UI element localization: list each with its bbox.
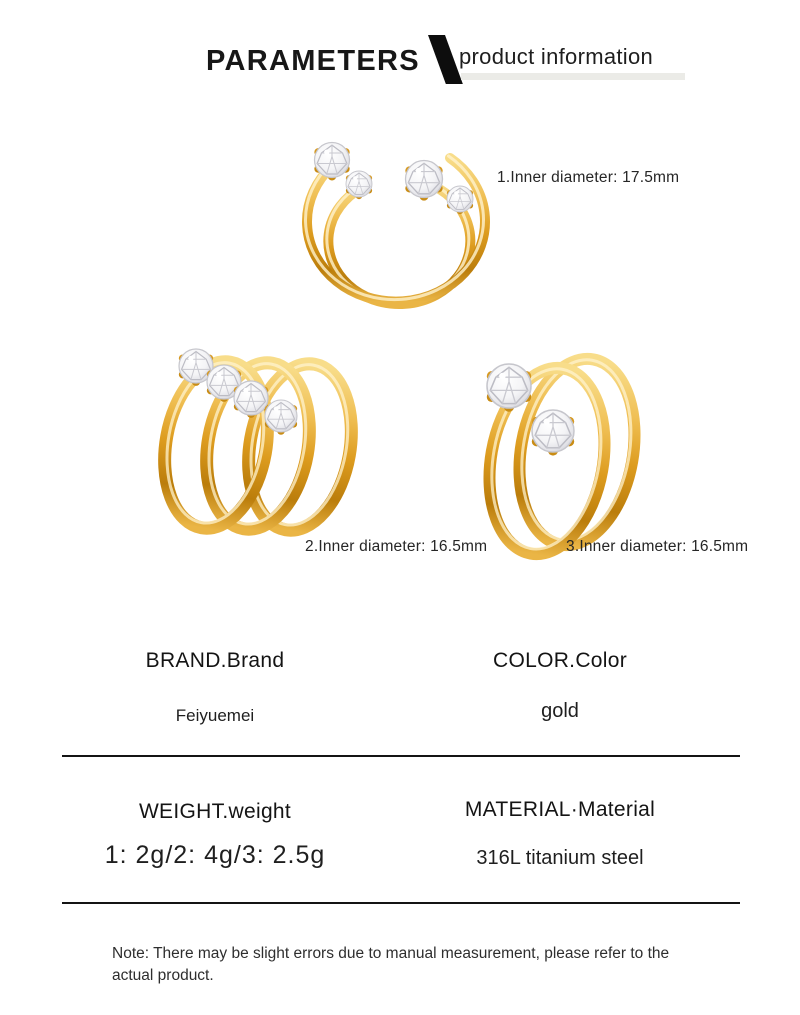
ring-1-diameter-label: 1.Inner diameter: 17.5mm [497, 169, 680, 186]
measurement-note: Note: There may be slight errors due to manual measurement, please refer to the actual product. [112, 945, 670, 984]
color-header: COLOR.Color [493, 649, 627, 672]
page-subtitle: product information [459, 44, 654, 69]
ring-3-image [476, 350, 649, 564]
ring-2-diameter-label: 2.Inner diameter: 16.5mm [305, 538, 488, 555]
ring-2-image [152, 349, 364, 538]
color-value: gold [541, 700, 579, 722]
material-value: 316L titanium steel [476, 847, 644, 869]
spec-divider-bottom [62, 902, 740, 904]
brand-value: Feiyuemei [175, 706, 255, 725]
brand-header: BRAND.Brand [145, 649, 285, 672]
weight-header: WEIGHT.weight [138, 800, 292, 823]
page-title: PARAMETERS [206, 45, 420, 77]
ring-1-image [306, 143, 486, 305]
weight-value: 1: 2g/2: 4g/3: 2.5g [104, 841, 326, 869]
ring-3-diameter-label: 3.Inner diameter: 16.5mm [566, 538, 749, 555]
spec-divider-top [62, 755, 740, 757]
material-header: MATERIAL·Material [464, 798, 656, 821]
subtitle-underline [461, 73, 685, 80]
